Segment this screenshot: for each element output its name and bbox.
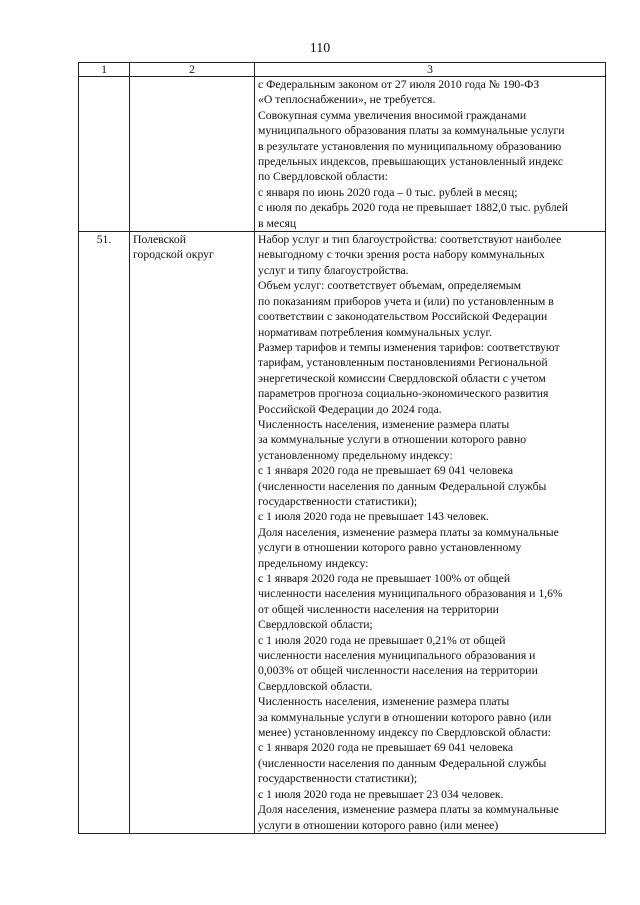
column-header-2: 2 [130, 63, 255, 77]
text-line: Численность населения, изменение размера платы [258, 417, 510, 431]
text-line: по показаниям приборов учета и (или) по установленным в [258, 294, 554, 308]
row-text-cell [255, 232, 606, 834]
text-line: 0,003% от общей численности населения на территории [258, 664, 538, 678]
column-header-1: 1 [79, 63, 130, 77]
text-line: муниципального образования платы за коммунальные услуги [258, 124, 565, 138]
text-line: невыгодному с точки зрения роста набору коммунальных [258, 248, 545, 262]
row-number-cell: 51. [79, 232, 130, 834]
continued-row-text-cell [255, 77, 606, 232]
text-line: энергетической комиссии Свердловской области с учетом [258, 371, 546, 385]
continued-row-name-cell [130, 77, 255, 232]
text-line: услуги в отношении которого равно установленному [258, 541, 522, 555]
text-line: тарифам, установленным постановлениями Региональной [258, 356, 548, 370]
text-line: от общей численности населения на территории [258, 602, 499, 616]
text-line: установленному предельному индексу: [258, 448, 453, 462]
text-line: Свердловской области; [258, 618, 373, 632]
table-header-row [79, 63, 606, 77]
text-line: Размер тарифов и темпы изменения тарифов: соответствуют [258, 340, 560, 354]
text-line: Совокупная сумма увеличения вносимой гражданами [258, 108, 527, 122]
text-line: услуг и типу благоустройства. [258, 263, 409, 277]
text-line: с Федеральным законом от 27 июля 2010 года № 190-ФЗ [258, 78, 540, 91]
text-line: государственности статистики); [258, 494, 418, 508]
text-line: Набор услуг и тип благоустройства: соответствуют наиболее [258, 233, 562, 247]
text-line: с 1 июля 2020 года не превышает 143 человек. [258, 510, 489, 524]
text-line: за коммунальные услуги в отношении которого равно [258, 433, 527, 447]
text-line: (численности населения по данным Федеральной службы [258, 756, 547, 770]
text-line: в месяц [258, 216, 297, 230]
page-number: 110 [309, 41, 331, 56]
text-line: Численность населения, изменение размера платы [258, 695, 510, 709]
text-line: с июля по декабрь 2020 года не превышает 1882,0 тыс. рублей [258, 201, 568, 215]
continued-row-number-cell [79, 77, 130, 232]
text-line: соответствии с законодательством Российской Федерации [258, 310, 548, 324]
text-line: с 1 января 2020 года не превышает 100% от общей [258, 572, 511, 585]
text-line: Доля населения, изменение размера платы за коммунальные [258, 803, 559, 817]
text-line: за коммунальные услуги в отношении которого равно (или [258, 710, 552, 724]
text-line: предельных индексов, превышающих установленный индекс [258, 155, 564, 169]
text-line: (численности населения по данным Федеральной службы [258, 479, 547, 493]
text-line: с 1 июля 2020 года не превышает 23 034 человек. [258, 787, 504, 801]
text-line: менее) установленному индексу по Свердловской области: [258, 726, 551, 740]
text-line: «О теплоснабжении», не требуется. [258, 93, 436, 107]
text-line: в результате установления по муниципальному образованию [258, 139, 562, 153]
municipality-name-line: городской округ [133, 248, 214, 262]
municipality-name-line: Полевской [133, 233, 186, 247]
text-line: предельному индексу: [258, 556, 369, 570]
text-line: численности населения муниципального образования и 1,6% [258, 587, 563, 601]
text-line: с 1 января 2020 года не превышает 69 041 человека [258, 464, 514, 478]
text-line: с 1 января 2020 года не превышает 69 041 человека [258, 741, 514, 755]
text-line: с 1 июля 2020 года не превышает 0,21% от общей [258, 633, 506, 647]
text-line: с января по июнь 2020 года – 0 тыс. рублей в месяц; [258, 185, 518, 199]
text-line: Доля населения, изменение размера платы за коммунальные [258, 525, 559, 539]
text-line: Российской Федерации до 2024 года. [258, 402, 442, 416]
text-line: по Свердловской области: [258, 170, 388, 184]
table-row-51 [79, 232, 606, 834]
text-line: услуги в отношении которого равно (или менее) [258, 818, 499, 832]
text-line: параметров прогноза социально-экономического развития [258, 387, 549, 401]
column-header-3: 3 [255, 63, 606, 77]
text-line: нормативам потребления коммунальных услуг. [258, 325, 492, 339]
text-line: Свердловской области. [258, 679, 373, 693]
text-line: численности населения муниципального образования и [258, 649, 536, 663]
text-line: Объем услуг: соответствует объемам, определяемым [258, 279, 521, 293]
data-table [78, 62, 606, 834]
municipality-name-cell [130, 232, 255, 834]
table-row-continued [79, 77, 606, 232]
text-line: государственности статистики); [258, 772, 418, 786]
